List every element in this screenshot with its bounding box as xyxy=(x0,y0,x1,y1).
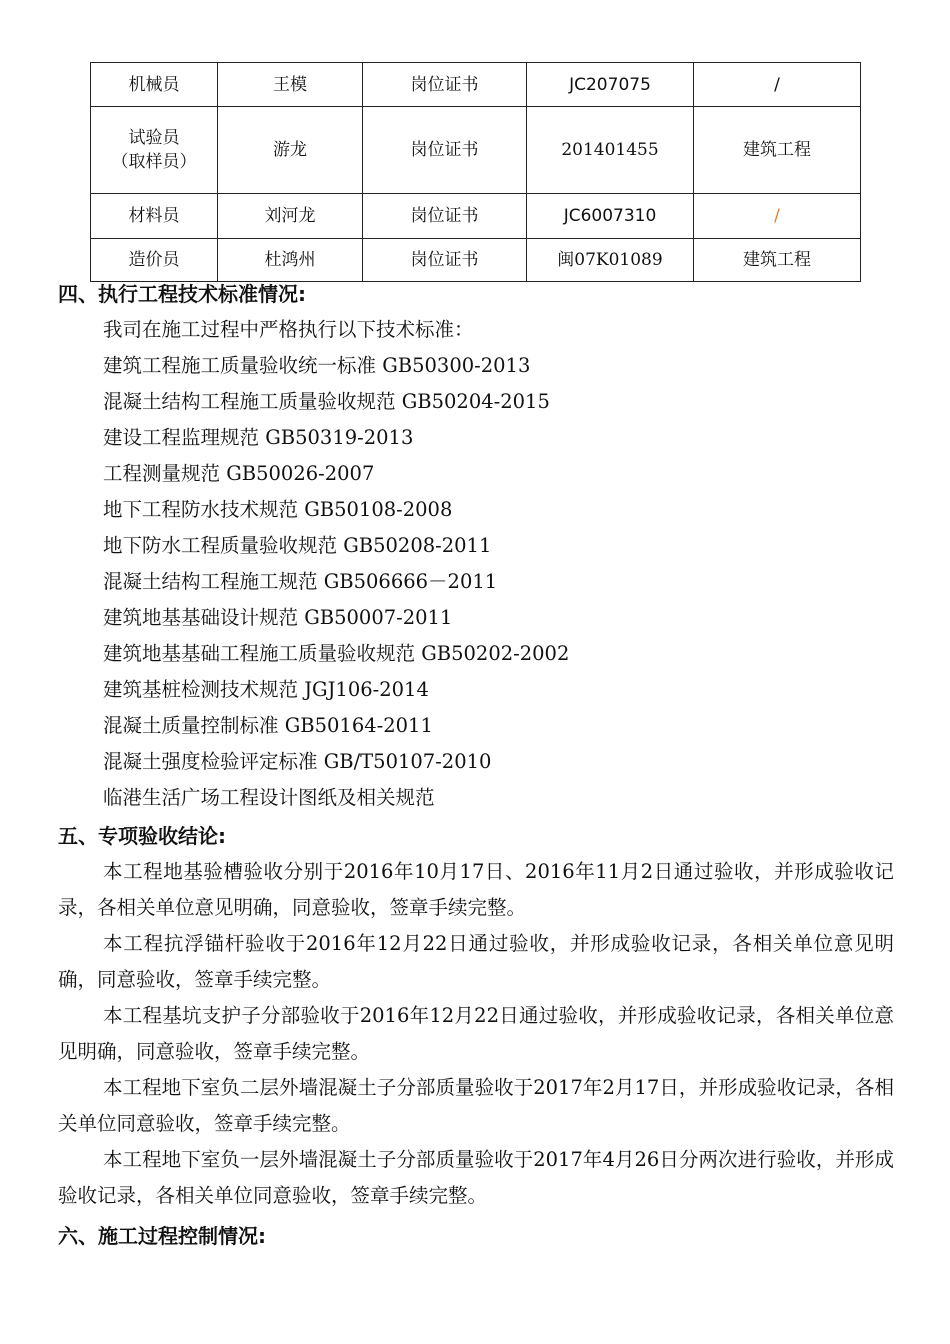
name-cell: 游龙 xyxy=(218,107,363,194)
standards-list xyxy=(103,312,569,816)
name-cell: 杜鸿州 xyxy=(218,239,363,282)
role-cell xyxy=(91,107,218,194)
standard-item: 建筑工程施工质量验收统一标准 GB50300-2013 xyxy=(103,354,531,377)
cert-no-cell: JC6007310 xyxy=(527,194,694,239)
standard-item: 混凝土质量控制标准 GB50164-2011 xyxy=(103,714,433,737)
table-row xyxy=(91,194,861,239)
conclusion-paragraph: 本工程地下室负一层外墙混凝土子分部质量验收于2017年4月26日分两次进行验收，并形成验收记录，各相关单位同意验收，签章手续完整。 xyxy=(58,1148,894,1207)
standard-item: 混凝土结构工程施工规范 GB506666－2011 xyxy=(103,570,498,593)
cert-type-cell: 岗位证书 xyxy=(363,107,527,194)
cert-no-cell: 闽07K01089 xyxy=(527,239,694,282)
role-cell: 机械员 xyxy=(91,63,218,107)
cert-type-cell: 岗位证书 xyxy=(363,63,527,107)
standard-item: 混凝土结构工程施工质量验收规范 GB50204-2015 xyxy=(103,390,550,413)
table-row xyxy=(91,107,861,194)
name-cell: 王模 xyxy=(218,63,363,107)
standards-intro: 我司在施工过程中严格执行以下技术标准： xyxy=(103,318,474,341)
standard-item: 建筑地基基础设计规范 GB50007-2011 xyxy=(103,606,453,629)
role-cell: 造价员 xyxy=(91,239,218,282)
standard-item: 地下防水工程质量验收规范 GB50208-2011 xyxy=(103,534,492,557)
cert-type-cell: 岗位证书 xyxy=(363,194,527,239)
name-cell: 刘河龙 xyxy=(218,194,363,239)
conclusion-paragraph: 本工程抗浮锚杆验收于2016年12月22日通过验收，并形成验收记录，各相关单位意见明确，同意验收，签章手续完整。 xyxy=(58,932,894,991)
conclusion-paragraph: 本工程基坑支护子分部验收于2016年12月22日通过验收，并形成验收记录，各相关单位意见明确，同意验收，签章手续完整。 xyxy=(58,1004,894,1063)
section-6-heading: 六、施工过程控制情况: xyxy=(58,1224,266,1248)
section-5-heading: 五、专项验收结论: xyxy=(58,824,226,848)
role-line-1: 试验员 xyxy=(128,128,180,148)
role-line-2: （取样员） xyxy=(111,152,197,172)
table-row xyxy=(91,239,861,282)
standard-item: 工程测量规范 GB50026-2007 xyxy=(103,462,375,485)
cert-no-cell: 201401455 xyxy=(527,107,694,194)
standard-item: 地下工程防水技术规范 GB50108-2008 xyxy=(103,498,453,521)
standard-item: 临港生活广场工程设计图纸及相关规范 xyxy=(103,786,435,809)
conclusion-paragraph: 本工程地基验槽验收分别于2016年10月17日、2016年11月2日通过验收，并形成验收记录，各相关单位意见明确，同意验收，签章手续完整。 xyxy=(58,860,894,919)
cert-type-cell: 岗位证书 xyxy=(363,239,527,282)
staff-table xyxy=(90,62,861,282)
standard-item: 建设工程监理规范 GB50319-2013 xyxy=(103,426,414,449)
cert-no-cell: JC207075 xyxy=(527,63,694,107)
standard-item: 建筑基桩检测技术规范 JGJ106-2014 xyxy=(103,678,429,701)
specialty-cell: / xyxy=(694,194,861,239)
specialty-cell: 建筑工程 xyxy=(694,239,861,282)
specialty-cell: / xyxy=(694,63,861,107)
standard-item: 混凝土强度检验评定标准 GB/T50107-2010 xyxy=(103,750,492,773)
standard-item: 建筑地基基础工程施工质量验收规范 GB50202-2002 xyxy=(103,642,570,665)
table-row xyxy=(91,63,861,107)
conclusion-paragraph: 本工程地下室负二层外墙混凝土子分部质量验收于2017年2月17日，并形成验收记录，各相关单位同意验收，签章手续完整。 xyxy=(58,1076,894,1135)
role-cell: 材料员 xyxy=(91,194,218,239)
specialty-cell: 建筑工程 xyxy=(694,107,861,194)
section-4-heading: 四、执行工程技术标准情况: xyxy=(58,282,306,306)
